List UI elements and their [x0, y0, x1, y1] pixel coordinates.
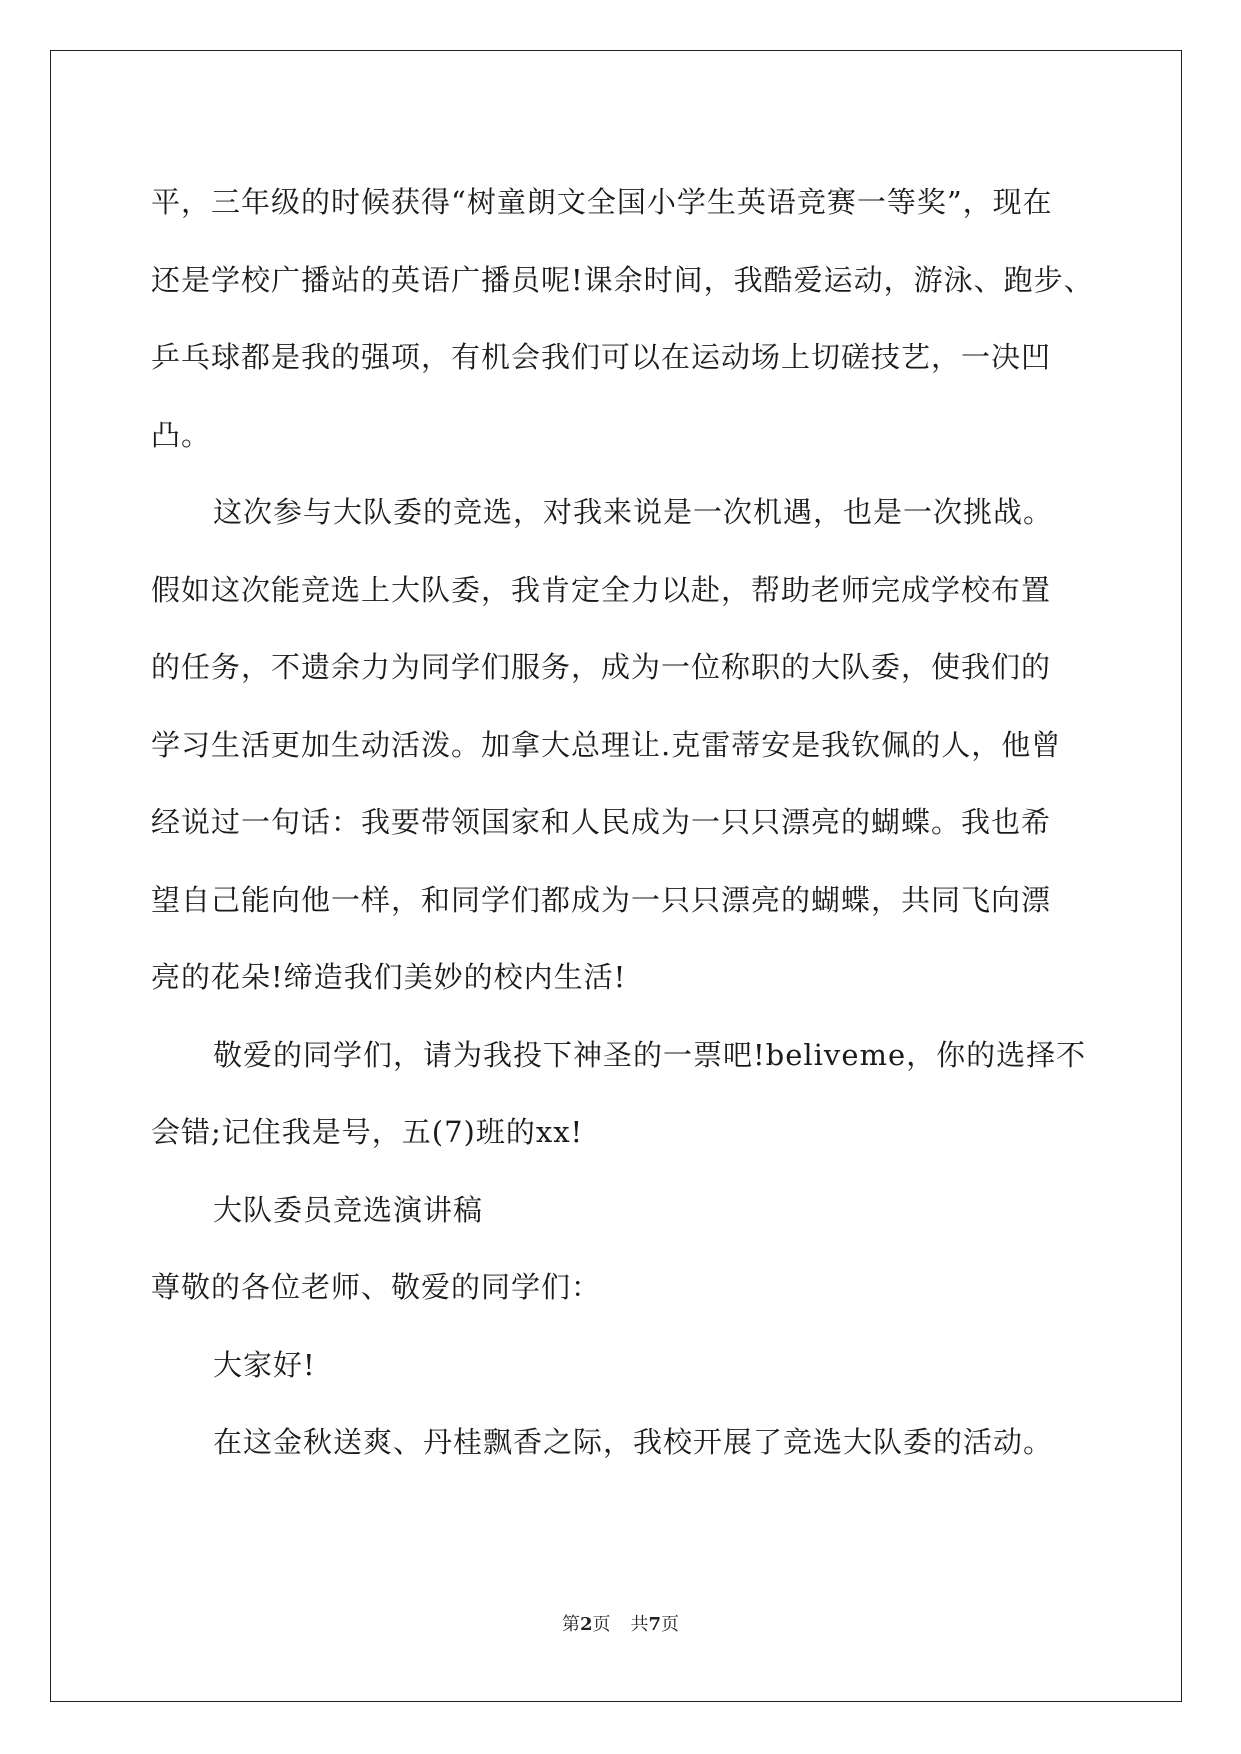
document-body [151, 164, 1121, 1482]
text-line: 敬爱的同学们，请为我投下神圣的一票吧!beliveme，你的选择不 [213, 1037, 1087, 1072]
total-pages-number: 7 [648, 1614, 662, 1635]
text-line: 还是学校广播站的英语广播员呢!课余时间，我酷爱运动，游泳、跑步、 [151, 262, 1094, 297]
current-page-number: 2 [579, 1614, 593, 1635]
text-line: 亮的花朵!缔造我们美妙的校内生活! [151, 960, 627, 994]
text-line: 经说过一句话：我要带领国家和人民成为一只只漂亮的蝴蝶。我也希 [151, 805, 1052, 839]
page-footer [0, 1610, 1241, 1636]
text-line: 在这金秋送爽、丹桂飘香之际，我校开展了竞选大队委的活动。 [213, 1425, 1054, 1459]
footer-total-prefix: 共 [630, 1614, 649, 1635]
text-line: 这次参与大队委的竞选，对我来说是一次机遇，也是一次挑战。 [213, 495, 1054, 529]
text-line: 凸。 [151, 417, 212, 452]
footer-total-suffix: 页 [661, 1614, 680, 1635]
text-line: 的任务，不遗余力为同学们服务，成为一位称职的大队委，使我们的 [151, 650, 1052, 684]
text-line: 乒乓球都是我的强项，有机会我们可以在运动场上切磋技艺，一决凹 [151, 340, 1052, 374]
text-line: 大队委员竞选演讲稿 [213, 1192, 484, 1227]
text-line: 会错;记住我是号，五(7)班的xx! [151, 1115, 584, 1149]
text-line: 望自己能向他一样，和同学们都成为一只只漂亮的蝴蝶，共同飞向漂 [151, 882, 1052, 917]
footer-page-suffix: 页 [592, 1614, 611, 1635]
text-line: 大家好! [213, 1347, 316, 1382]
text-line: 平，三年级的时候获得“树童朗文全国小学生英语竞赛一等奖”，现在 [151, 185, 1053, 219]
text-line: 假如这次能竞选上大队委，我肯定全力以赴，帮助老师完成学校布置 [151, 572, 1052, 607]
text-line: 学习生活更加生动活泼。加拿大总理让.克雷蒂安是我钦佩的人，他曾 [151, 727, 1062, 762]
text-line: 尊敬的各位老师、敬爱的同学们： [151, 1270, 602, 1304]
footer-prefix: 第 [561, 1614, 580, 1635]
